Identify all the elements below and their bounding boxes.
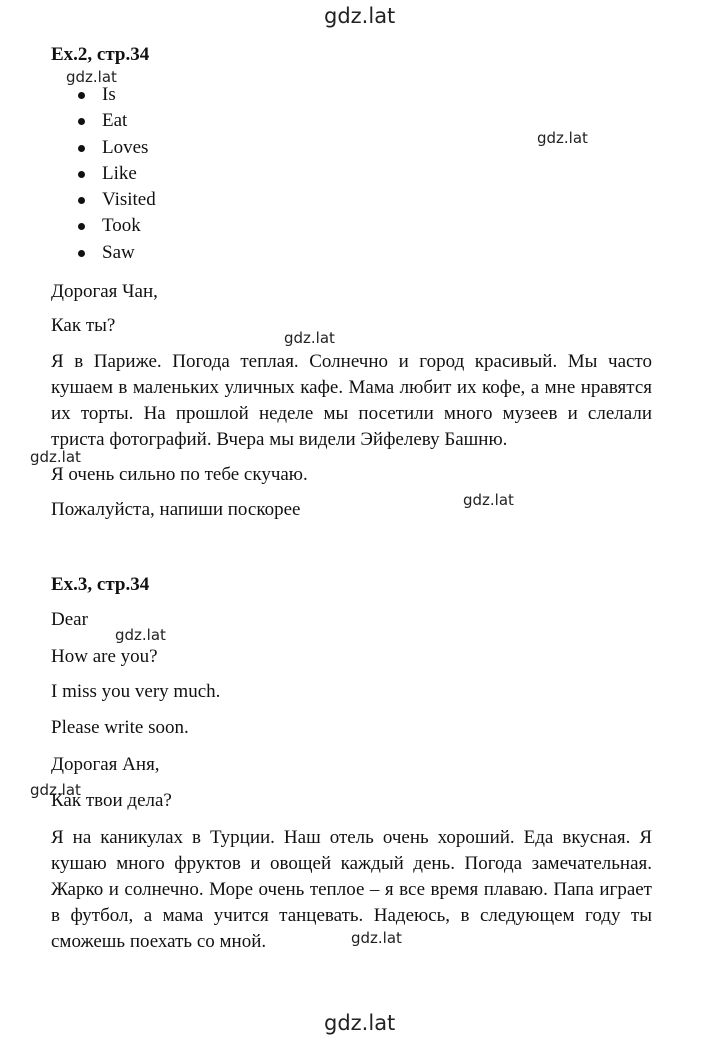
ex3-heading: Ex.3, стр.34 [51,574,150,595]
letter-question: Как твои дела? [51,790,172,811]
letter-paragraph: Я на каникулах в Турции. Наш отель очень хороший. Еда вкусная. Я кушаю много фруктов и овощей каждый день. Погода замечательная. Жарко и солнечно. Море очень теплое – я все время плаваю. Папа играет в футбол, а мама учится танцевать. Надеюсь, в следующем году ты сможешь поехать со мной. [51,827,652,952]
list-item: Visited [78,187,156,213]
list-item: Loves [78,135,156,161]
letter-miss: I miss you very much. [51,681,221,702]
list-item: Took [78,213,156,239]
letter-line: Я очень сильно по тебе скучаю. [51,464,308,485]
watermark: gdz.lat [115,626,166,644]
ex2-heading: Ex.2, стр.34 [51,44,150,65]
list-item: Is [78,82,156,108]
bullet-icon [78,250,85,257]
bullet-icon [78,92,85,99]
letter-how: How are you? [51,646,158,667]
watermark: gdz.lat [30,781,81,799]
list-item: Saw [78,240,156,266]
letter-dear: Dear [51,609,88,630]
bullet-icon [78,118,85,125]
watermark: gdz.lat [351,929,402,947]
watermark-bottom: gdz.lat [324,1011,396,1035]
letter-closing: Пожалуйста, напиши поскорее [51,499,301,520]
watermark: gdz.lat [284,329,335,347]
letter-greeting: Дорогая Чан, [51,281,158,302]
bullet-icon [78,223,85,230]
watermark: gdz.lat [66,68,117,86]
watermark: gdz.lat [30,448,81,466]
letter-please: Please write soon. [51,717,189,738]
list-item: Like [78,161,156,187]
watermark: gdz.lat [463,491,514,509]
watermark-top: gdz.lat [324,4,396,28]
watermark: gdz.lat [537,129,588,147]
letter-question: Как ты? [51,315,116,336]
list-item: Eat [78,108,156,134]
answer-list [78,82,156,266]
bullet-icon [78,197,85,204]
letter-paragraph: Я в Париже. Погода теплая. Солнечно и город красивый. Мы часто кушаем в маленьких уличных кафе. Мама любит их кофе, а мне нравятся их торты. На прошлой неделе мы посетили много музеев и слелали триста фотографий. Вчера мы видели Эйфелеву Башню. [51,351,652,450]
bullet-icon [78,171,85,178]
bullet-icon [78,145,85,152]
letter-greeting: Дорогая Аня, [51,754,160,775]
